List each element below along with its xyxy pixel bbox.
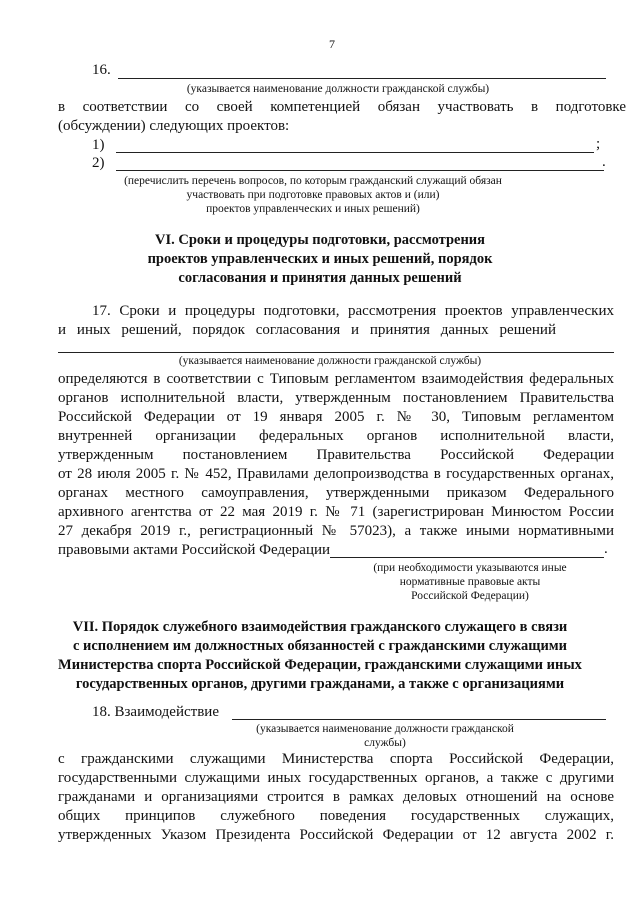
item-17-blank-line (58, 352, 614, 353)
item-16-caption: (указывается наименование должности гражданской службы) (186, 83, 490, 95)
item-17-body-line-6: от 28 июля 2005 г. № 452, Правилами делопроизводства в государственных органах, (58, 466, 614, 482)
item-18-body-line-5: утвержденных Указом Президента Российской Федерации от 12 августа 2002 г. (58, 827, 614, 843)
item-17-body-line-1: определяются в соответствии с Типовым регламентом взаимодействия федеральных (58, 371, 614, 387)
item-17-acts-caption-3: Российской Федерации) (411, 590, 529, 602)
item-17-body-line-8: архивного агентства от 22 мая 2019 г. № 71 (зарегистрирован Минюстом России (58, 504, 614, 520)
page-number: 7 (329, 37, 335, 51)
section-6-heading-2: проектов управленческих и иных решений, порядок (147, 251, 493, 267)
item-17-body-line-7: органах местного самоуправления, утвержденными приказом Федерального (58, 485, 614, 501)
item-17-acts-line (330, 557, 604, 558)
item-18-body-line-2: государственными служащими иных государственных органов, а также с другими (58, 770, 614, 786)
item-16-list-caption-1: (перечислить перечень вопросов, по которым гражданский служащий обязан (124, 175, 502, 187)
item-16-list-2-end: . (602, 154, 606, 170)
item-18-body-line-1: с гражданскими служащими Министерства спорта Российской Федерации, (58, 751, 614, 767)
item-17-body-line-3: Российской Федерации от 19 января 2005 г. № 30, Типовым регламентом (58, 409, 614, 425)
item-16-list-2-line (116, 170, 604, 171)
item-17-body-line-10: правовыми актами Российской Федерации (58, 542, 331, 558)
item-17-line-2: и иных решений, порядок согласования и принятия данных решений (58, 322, 556, 338)
section-7-heading-2: с исполнением им должностных обязанностей с гражданскими служащими (72, 638, 568, 654)
item-17-body-line-4: внутренней организации федеральных органов исполнительной власти, (58, 428, 614, 444)
item-17-acts-caption-1: (при необходимости указываются иные (373, 562, 567, 574)
item-17-acts-caption-2: нормативные правовые акты (399, 576, 541, 588)
section-6-heading-3: согласования и принятия данных решений (178, 270, 462, 286)
section-6-heading-1: VI. Сроки и процедуры подготовки, рассмотрения (154, 232, 486, 248)
item-17-caption: (указывается наименование должности гражданской службы) (178, 355, 482, 367)
item-16-list-caption-3: проектов управленческих и иных решений) (206, 203, 420, 215)
item-16-list-1-line (116, 152, 594, 153)
item-18-label: 18. Взаимодействие (92, 704, 219, 720)
item-16-list-2-label: 2) (92, 155, 105, 171)
item-18-caption-1: (указывается наименование должности гражданской (256, 723, 514, 735)
item-16-text-line-1: в соответствии со своей компетенцией обязан участвовать в подготовке (58, 99, 626, 115)
item-17-body-line-9: 27 декабря 2019 г., регистрационный № 57023), а также иными нормативными (58, 523, 614, 539)
item-18-body-line-3: гражданами и организациями строится в рамках деловых отношений на основе (58, 789, 614, 805)
item-18-caption-2: службы) (364, 737, 406, 749)
item-16-list-1-label: 1) (92, 137, 105, 153)
item-17-acts-end: . (604, 541, 608, 557)
item-17-line-1: 17. Сроки и процедуры подготовки, рассмотрения проектов управленческих (92, 303, 614, 319)
item-16-list-caption-2: участвовать при подготовке правовых актов и (или) (186, 189, 440, 201)
section-7-heading-1: VII. Порядок служебного взаимодействия гражданского служащего в связи (72, 619, 568, 635)
item-16-text-line-2: (обсуждении) следующих проектов: (58, 118, 290, 134)
item-16-blank-line (118, 78, 606, 79)
item-17-body-line-5: утвержденным постановлением Правительства Российской Федерации (58, 447, 614, 463)
item-16-list-1-end: ; (596, 136, 601, 152)
item-17-body-line-2: органов исполнительной власти, утвержденным постановлением Правительства (58, 390, 614, 406)
item-18-body-line-4: общих принципов служебного поведения государственных служащих, (58, 808, 614, 824)
section-7-heading-3: Министерства спорта Российской Федерации, гражданскими служащими иных (58, 657, 582, 673)
section-7-heading-4: государственных органов, другими гражданами, а также с организациями (75, 676, 565, 692)
item-18-blank-line (232, 719, 606, 720)
item-16-number: 16. (92, 62, 111, 78)
